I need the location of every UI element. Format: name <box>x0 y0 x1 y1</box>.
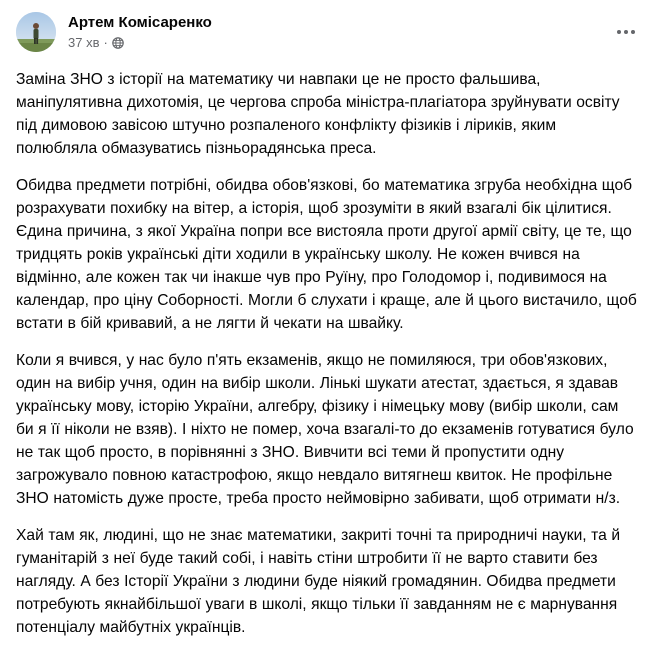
avatar-photo-icon <box>16 12 56 52</box>
more-options-button[interactable] <box>608 14 644 50</box>
author-name[interactable]: Артем Комісаренко <box>68 14 212 31</box>
post-paragraph-2: Обидва предмети потрібні, обидва обов'язкові, бо математика згруба необхідна щоб розрахувати похибку на вітер, а історія, щоб зрозуміти в який взагалі бік цілитися. Єдина причина, з якої Україна попри все вистояла проти другої армії світу, це те, що тридцять років українські діти ходили в українську школу. Не кожен вчився на відмінно, але кожен так чи інакше чув про Руїну, про Голодомор і, подивимося на календар, про ціну Соборності. Могли б слухати і краще, але й цього вистачило, щоб встати в бій кривавий, а не лягти й чекати на швайку. <box>16 177 637 332</box>
post-paragraph-1: Заміна ЗНО з історії на математику чи навпаки це не просто фальшива, маніпулятивна дихотомія, це чергова спроба міністра-плагіатора зруйнувати освіту під димовою завісою штучно розпаленого конфлікту фізиків і ліриків, яким полюбляла обмазуватись пізньорадянська преса. <box>16 71 620 157</box>
avatar[interactable] <box>16 12 56 52</box>
meta-separator: · <box>103 35 108 50</box>
post-paragraph-3: Коли я вчився, у нас було п'ять екзаменів, якщо не помиляюся, три обов'язкових, один на вибір учня, один на вибір школи. Лінькі шукати атестат, здається, я здавав українську мову, історію України, алгебру, фізику і німецьку мову (вибір школи, сам би я її ніколи не взяв). І ніхто не помер, хоча взагалі-то до екзаменів готуватися було не так щоб просто, в порівнянні з ЗНО. Вивчити всі теми й пропустити одну загрожувало повною катастрофою, якщо невдало витягнеш квиток. Не профільне ЗНО натомість дуже просте, треба просто неймовірно забивати, щоб отримати н/з. <box>16 352 634 507</box>
post-header <box>16 12 644 56</box>
globe-icon[interactable] <box>112 37 124 49</box>
post-paragraph-4: Хай там як, людині, що не знає математики, закриті точні та природничі науки, та й гуманітарій з неї буде такий собі, і навіть стіни штробити її не варто ставити без нагляду. А без Історії України з людини буде ніякий громадянин. Обидва предмети потребують якнайбільшої уваги в школі, якщо тільки її завданням не є марнування потенціалу майбутніх українців. <box>16 527 621 636</box>
post-timestamp[interactable]: 37 хв <box>68 35 100 50</box>
more-dots-icon <box>616 29 636 35</box>
post-body <box>16 68 640 653</box>
post-meta <box>68 35 124 51</box>
